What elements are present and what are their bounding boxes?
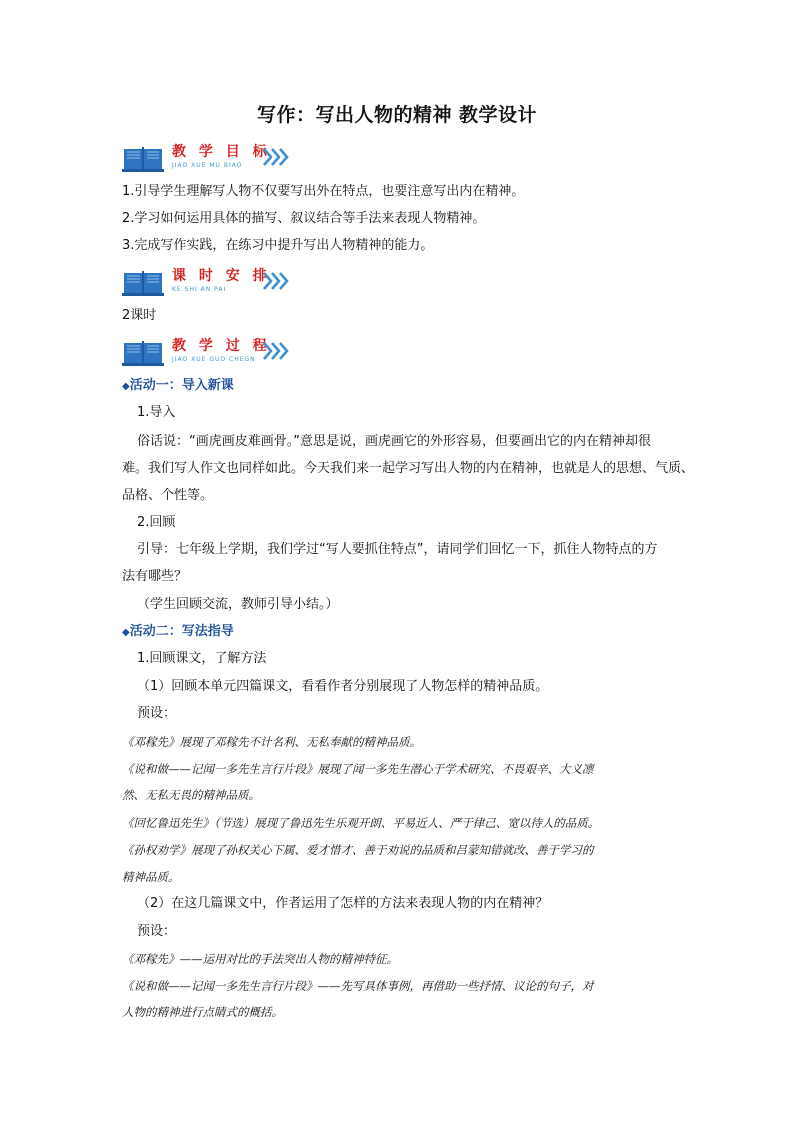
step-heading: 2.回顾 (137, 515, 176, 530)
section-title: 教 学 过 程 (172, 338, 271, 354)
page-title: 写作：写出人物的精神 教学设计 (256, 104, 538, 126)
goal-item: 2.学习如何运用具体的描写、叙议结合等手法来表现人物精神。 (122, 211, 486, 226)
answer-line: 人物的精神进行点睛式的概括。 (122, 1005, 283, 1019)
chevron-right-icon (262, 147, 290, 167)
section-title: 教 学 目 标 (172, 144, 271, 160)
chevron-right-icon (262, 271, 290, 291)
section-pinyin: KE SHI AN PAI (172, 286, 227, 293)
step-heading: 1.导入 (137, 405, 176, 420)
goal-item: 1.引导学生理解写人物不仅要写出外在特点，也要注意写出内在精神。 (122, 184, 525, 199)
section-title: 课 时 安 排 (172, 268, 271, 284)
activity-title: 活动一：导入新课 (129, 378, 234, 393)
preset-label: 预设： (137, 924, 177, 939)
book-icon (122, 269, 164, 297)
chevron-right-icon (262, 341, 290, 361)
preset-label: 预设： (137, 706, 177, 721)
question-line: （1）回顾本单元四篇课文，看看作者分别展现了人物怎样的精神品质。 (137, 679, 549, 694)
book-icon (122, 339, 164, 367)
paragraph-line: 品格、个性等。 (122, 488, 214, 503)
paragraph-line: （学生回顾交流，教师引导小结。） (137, 597, 339, 612)
activity-heading (122, 378, 234, 395)
activity-title: 活动二：写法指导 (129, 624, 234, 639)
answer-line: 《说和做——记闻一多先生言行片段》展现了闻一多先生潜心于学术研究、不畏艰辛、大义凛 (122, 762, 594, 776)
section-pinyin: JIAO XUE MU BIAO (172, 162, 243, 169)
diamond-bullet-icon: ◆ (122, 627, 130, 638)
answer-line: 《邓稼先》展现了邓稼先不计名利、无私奉献的精神品质。 (122, 735, 421, 749)
answer-line: 精神品质。 (122, 870, 180, 884)
paragraph-line: 引导：七年级上学期，我们学过“写人要抓住特点”，请同学们回忆一下，抓住人物特点的方 (137, 542, 658, 557)
diamond-bullet-icon: ◆ (122, 381, 130, 392)
paragraph-line: 难。我们写人作文也同样如此。今天我们来一起学习写出人物的内在精神，也就是人的思想、气质、 (122, 461, 695, 476)
goal-item: 3.完成写作实践，在练习中提升写出人物精神的能力。 (122, 238, 434, 253)
question-line: （2）在这几篇课文中，作者运用了怎样的方法来表现人物的内在精神？ (137, 896, 549, 911)
paragraph-line: 法有哪些？ (122, 569, 188, 584)
activity-heading (122, 624, 234, 641)
answer-line: 《孙权劝学》展现了孙权关心下属、爱才惜才、善于劝说的品质和吕蒙知错就改、善于学习的 (122, 843, 594, 857)
section-pinyin: JIAO XUE GUO CHEGN (172, 356, 256, 363)
step-heading: 1.回顾课文，了解方法 (137, 651, 267, 666)
answer-line: 《邓稼先》——运用对比的手法突出人物的精神特征。 (122, 952, 398, 966)
answer-line: 《回忆鲁迅先生》（节选）展现了鲁迅先生乐观开朗、平易近人、严于律己、宽以待人的品质。 (122, 816, 600, 830)
answer-line: 然、无私无畏的精神品质。 (122, 788, 260, 802)
class-hours: 2课时 (122, 308, 157, 323)
paragraph-line: 俗话说：“画虎画皮难画骨。”意思是说，画虎画它的外形容易，但要画出它的内在精神却很 (137, 434, 651, 449)
book-icon (122, 145, 164, 173)
answer-line: 《说和做——记闻一多先生言行片段》——先写具体事例，再借助一些抒情、议论的句子，对 (122, 979, 594, 993)
